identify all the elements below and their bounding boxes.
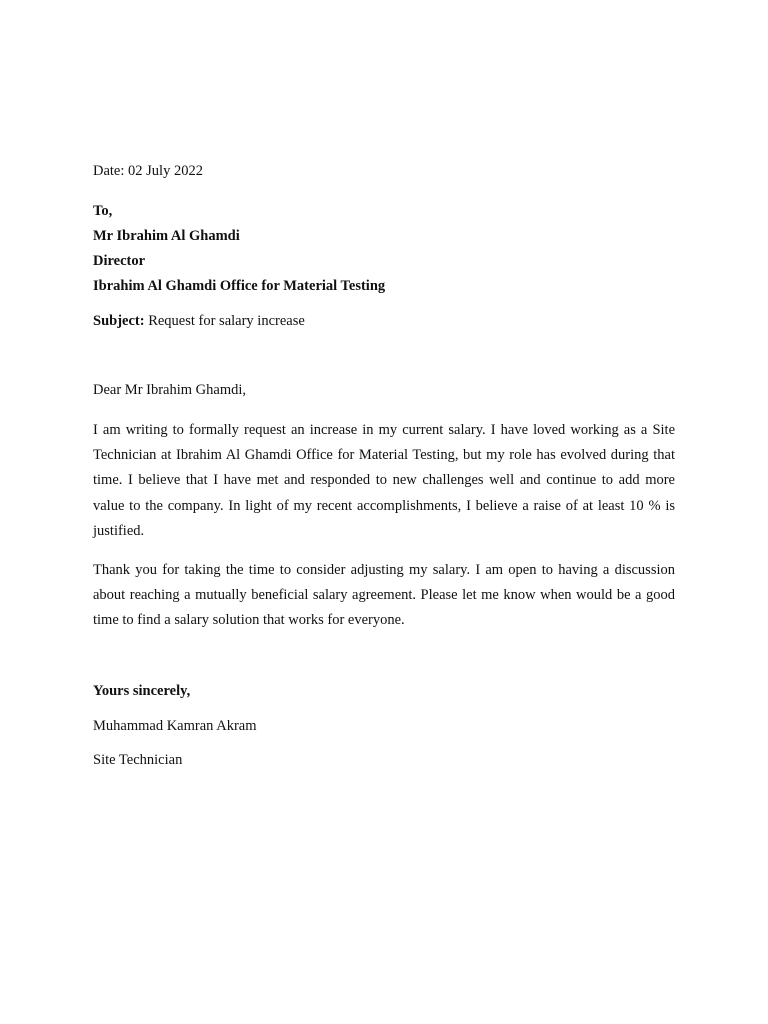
recipient-name: Mr Ibrahim Al Ghamdi — [93, 228, 240, 244]
recipient-organization: Ibrahim Al Ghamdi Office for Material Testing — [93, 278, 386, 294]
recipient-title: Director — [93, 253, 146, 269]
subject-text: Request for salary increase — [148, 313, 305, 329]
subject-label: Subject: — [93, 313, 145, 329]
to-label: To, — [93, 203, 113, 219]
body-paragraph-1 — [93, 418, 675, 544]
paragraph-2-text: Thank you for taking the time to consider adjusting my salary. I am open to having a discussion about reaching a mutually beneficial salary agreement. Please let me know when would be a good time to find a salary solution that works for everyone. — [93, 562, 675, 629]
letter-date: Date: 02 July 2022 — [93, 163, 203, 179]
closing: Yours sincerely, — [93, 683, 191, 699]
subject-line — [93, 312, 305, 330]
body-paragraph-2 — [93, 558, 675, 634]
sender-name: Muhammad Kamran Akram — [93, 718, 257, 734]
salutation: Dear Mr Ibrahim Ghamdi, — [93, 382, 247, 398]
paragraph-1-text: I am writing to formally request an increase in my current salary. I have loved working as a Site Technician at Ibrahim Al Ghamdi Office for Material Testing, but my role has evolved during that time. I believe that I have met and responded to new challenges well and continue to add more value to the company. In light of my recent accomplishments, I believe a raise of at least 10 % is justified. — [93, 422, 675, 539]
sender-title: Site Technician — [93, 752, 183, 768]
